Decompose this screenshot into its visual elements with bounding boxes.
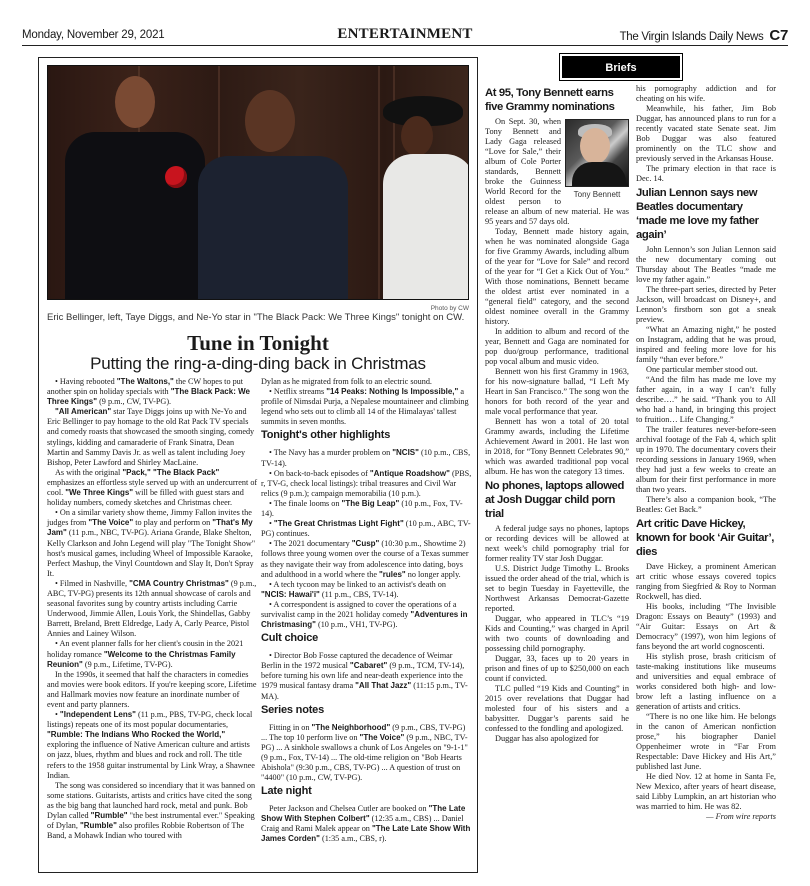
paragraph: • Netflix streams "14 Peaks: Nothing Is Impossible," a profile of Nimsdai Purja, a Nepalese mountaineer and climbing legend who sets out to climb all 14 of the Himalayas' tallest summits in seven months. bbox=[261, 387, 469, 427]
paragraph: • The 2021 documentary "Cusp" (10:30 p.m., Showtime 2) follows three young women over the course of a Texas summer as they navigate their way from adolescence into dating, boys and adulthood in a world where the "rules" no longer apply. bbox=[261, 539, 469, 579]
paragraph: U.S. District Judge Timothy L. Brooks issued the order ahead of the trial, which is set to begin Tuesday in Fayetteville, the Northwest Arkansas Democrat-Gazette reported. bbox=[485, 564, 629, 613]
duggar-story-continued bbox=[636, 84, 776, 184]
issue-date: Monday, November 29, 2021 bbox=[22, 29, 165, 41]
paper-name bbox=[620, 27, 788, 44]
page-number: C7 bbox=[769, 27, 788, 44]
person-ne-yo bbox=[363, 66, 469, 300]
head bbox=[245, 90, 295, 152]
paragraph: A federal judge says no phones, laptops or recording devices will be allowed at next week’s child pornography trial for former reality TV star Josh Duggar. bbox=[485, 524, 629, 563]
show-title: "We Three Kings" bbox=[65, 488, 134, 498]
paragraph: Dave Hickey, a prominent American art critic whose essays covered topics ranging from Siegfried & Roy to Norman Rockwell, has died. bbox=[636, 562, 776, 601]
paragraph: • "Independent Lens" (11 p.m., PBS, TV-PG, check local listings) repeats one of its most popular documentaries, "Rumble: The Indians Who Rocked the World," exploring the influence of Native American culture and artists on jazz, blues, rhythm and blues and rock and roll. The title refers to the 1958 guitar instrumental by Link Wray, a Shawnee Indian. bbox=[47, 710, 255, 780]
show-title: "The Big Leap" bbox=[341, 498, 400, 508]
paragraph: • Filmed in Nashville, "CMA Country Christmas" (9 p.m., ABC, TV-PG) presents its 12th annual showcase of carols and seasonal favorites sung by country artists including Carrie Underwood, Jimmie Allen, Louis York, the Shindellas, Gabby Barrett, Breland, Brett Eldredge, Lady A, Carly Pearce, Pistol Annies and Lainey Wilson. bbox=[47, 578, 257, 639]
show-title: "Cusp" bbox=[351, 539, 380, 549]
show-title: "Rumble" bbox=[79, 821, 117, 831]
person-taye-diggs bbox=[193, 66, 353, 300]
briefs-column-2 bbox=[636, 84, 776, 822]
white-jacket bbox=[383, 154, 469, 300]
tony-bennett-image bbox=[565, 119, 629, 187]
paragraph: TLC pulled “19 Kids and Counting” in 2015 over revelations that Duggar had molested four of his sisters and a babysitter. Duggar’s parents said he confessed to the fondling and apologized. bbox=[485, 684, 629, 733]
show-title: "The Waltons," bbox=[116, 377, 174, 386]
duggar-story-body bbox=[485, 524, 629, 744]
wire-signoff: — From wire reports bbox=[706, 812, 776, 821]
person-eric-bellinger bbox=[60, 66, 210, 300]
show-title: "The Voice" bbox=[88, 518, 134, 528]
face bbox=[580, 128, 610, 164]
show-title: "The Late Late Show With James Corden" bbox=[261, 824, 471, 844]
paragraph: In addition to album and record of the year, Bennett and Gaga are nominated for pop duo/group performance, traditional pop vocal album and music video. bbox=[485, 327, 629, 366]
paragraph: His stylish prose, brash criticism of taste-making institutions like museums and universities and equal embrace of works considered both high- and low-brow left a lasting influence on a generation of artists and critics. bbox=[636, 652, 776, 711]
show-title: "The Neighborhood" bbox=[311, 722, 391, 732]
bennett-photo-caption: Tony Bennett bbox=[573, 190, 621, 199]
paragraph: Duggar has also apologized for bbox=[495, 734, 599, 743]
jacket bbox=[198, 156, 348, 300]
show-title: "The Late Show With Stephen Colbert" bbox=[261, 804, 466, 824]
tune-in-tonight-feature bbox=[38, 57, 478, 873]
paragraph: “What an Amazing night,” he posted on Instagram, adding that he was proud, inspired and feeling more love for his family “than ever before.” bbox=[636, 325, 776, 364]
paragraph: Duggar, who appeared in TLC’s “19 Kids and Counting,” was charged in April with two counts of downloading and possessing child pornography. bbox=[485, 614, 629, 653]
show-title: "That's My Jam" bbox=[47, 518, 253, 538]
paragraph: • The Navy has a murder problem on "NCIS" (10 p.m., CBS, TV-14). bbox=[261, 448, 471, 468]
paragraph: “There is no one like him. He belongs in the canon of American nonfiction prose,” his biographer Daniel Oppenheimer wrote in “Far From Respectable: Dave Hickey and His Art,” published last June. bbox=[636, 712, 776, 771]
head bbox=[115, 76, 155, 128]
feature-photo bbox=[47, 65, 469, 300]
paragraph: He died Nov. 12 at home in Santa Fe, New Mexico, after years of heart disease, said Libby Lumpkin, an art historian who was married to him. He was 82. bbox=[636, 772, 776, 811]
show-title: "All That Jazz" bbox=[355, 681, 412, 691]
paper-name-text: The Virgin Islands Daily News bbox=[619, 31, 764, 43]
paragraph: In the 1990s, it seemed that half the characters in comedies and movies were book editors. If you're keeping score, Lifetime and Hallmark movies now feature an inordinate number of event and party planners. bbox=[47, 669, 257, 709]
show-title: "NCIS" bbox=[392, 448, 419, 458]
show-title: "The Voice" bbox=[359, 732, 405, 742]
paragraph: • An event planner falls for her client's cousin in the 2021 holiday romance "Welcome to the Christmas Family Reunion" (9 p.m., Lifetime, TV-PG). bbox=[47, 639, 244, 669]
paragraph: • A tech tycoon may be linked to an activist's death on "NCIS: Hawai'i" (11 p.m., CBS, TV-14). bbox=[261, 579, 446, 599]
photo-caption: Eric Bellinger, left, Taye Diggs, and Ne-Yo star in "The Black Pack: We Three Kings" tonight on CW. bbox=[47, 312, 465, 323]
paragraph: his pornography addiction and for cheating on his wife. bbox=[636, 84, 776, 103]
paragraph: John Lennon’s son Julian Lennon said the new documentary coming out Thursday about The Beatles “made me love my father again.” bbox=[636, 245, 776, 284]
show-title: "The Black Pack: We Three Kings" bbox=[47, 387, 250, 407]
paragraph: Bennett won his first Grammy in 1963, for his now-signature ballad, “I Left My Heart in San Francisco.” The song won the honors for both record of the year and male vocal performance that year. bbox=[485, 367, 629, 416]
paragraph: • The finale looms on "The Big Leap" (10 p.m., Fox, TV-14). bbox=[261, 498, 463, 519]
paragraph: Fitting in on "The Neighborhood" (9 p.m., CBS, TV-PG) ... The top 10 perform live on "The Voice" (9 p.m., NBC, TV-PG) ... A sinkhole swallows a chunk of Los Angeles on "9-1-1" (9 p.m., Fox, TV-14) ... The old-time religion on "Bob Hearts Abishola" (9:30 p.m., CBS, TV-PG) ... A question of trust on "4400" (10 p.m., CW, TV-PG). bbox=[261, 722, 468, 783]
paragraph: • On back-to-back episodes of "Antique Roadshow" (PBS, r, TV-G, check local listings): tribal treasures and Civil War relics (9 p.m.); campaign memorabilia (10 p.m.). bbox=[261, 468, 472, 498]
briefs-column-1 bbox=[485, 84, 629, 744]
page-masthead bbox=[22, 26, 788, 46]
show-title: "CMA Country Christmas" bbox=[129, 578, 229, 588]
show-title: "Antique Roadshow" bbox=[369, 468, 450, 478]
bennett-headline: At 95, Tony Bennett earns five Grammy nominations bbox=[485, 87, 615, 113]
paragraph: His books, including “The Invisible Dragon: Essays on Beauty” (1993) and “Air Guitar: Essays on Art & Democracy” (1997), won him legions of fans beyond the art world cognoscenti. bbox=[636, 602, 776, 651]
paragraph: “And the film has made me love my father again, in a way I can’t fully describe….” he said. “Thank you to All who had a hand, in bringing this project to fruition… Life Changing.” bbox=[636, 375, 776, 424]
jacket bbox=[65, 132, 205, 300]
show-title: "NCIS: Hawai'i" bbox=[261, 589, 320, 599]
show-title: "14 Peaks: Nothing Is Impossible," bbox=[326, 387, 459, 397]
section-title: ENTERTAINMENT bbox=[337, 26, 473, 42]
head bbox=[401, 116, 433, 156]
feature-column-1 bbox=[47, 377, 258, 841]
suit bbox=[572, 162, 626, 187]
paragraph: • Having rebooted "The Waltons," the CW hopes to put another spin on holiday specials with "The Black Pack: We Three Kings" (9 p.m., CW, TV-PG). bbox=[47, 377, 250, 407]
feature-title: Tune in Tonight bbox=[187, 331, 329, 355]
paragraph: There’s also a companion book, “The Beatles: Get Back.” bbox=[636, 495, 776, 514]
lennon-headline: Julian Lennon says new Beatles documentary ‘made me love my father again’ bbox=[636, 187, 759, 241]
paragraph: The trailer features never-before-seen archival footage of the Fab 4, which split up in 1970. The documentary covers their recording sessions in January 1969, when they had just a few weeks to create an album for their first performance in more than two years. bbox=[636, 425, 776, 494]
briefs-section-label: Briefs bbox=[562, 56, 680, 78]
hickey-story-body bbox=[636, 562, 776, 812]
paragraph: On Sept. 30, when Tony Bennett and Lady Gaga released “Love for Sale,” their album of Cole Porter standards, Bennett broke the Guinness World Record for the oldest person to release an album of new material. He was 95 years and 57 days old. bbox=[485, 117, 629, 226]
paragraph: "All American" star Taye Diggs joins up with Ne-Yo and Eric Bellinger to pay homage to the old Rat Pack TV specials and comedy roasts that showcased the smooth singing, comedy stylings, kidding and camaraderie of Frank Sinatra, Dean Martin and Sammy Davis Jr. as well as talent including Joey Bishop, Peter Lawford and Shirley MacLaine. bbox=[47, 407, 255, 467]
paragraph: Peter Jackson and Chelsea Cutler are booked on "The Late Show With Stephen Colbert" (12:35 a.m., CBS) ... Daniel Craig and Rami Malek appear on "The Late Late Show With James Corden" (1:35 a.m., CBS, r). bbox=[261, 804, 471, 844]
show-title: "The Great Christmas Light Fight" bbox=[273, 519, 404, 529]
feature-column-2 bbox=[261, 377, 472, 845]
paragraph: The primary election in that race is Dec. 14. bbox=[636, 164, 776, 183]
paragraph: As with the original "Pack," "The Black Pack" emphasizes an effortless style served up with an undercurrent of cool. "We Three Kings" will be filled with guest stars and holiday numbers, comedy sketches and Christmas cheer. bbox=[47, 467, 258, 508]
show-title: "Adventures in Christmasing" bbox=[261, 609, 468, 630]
paragraph: Today, Bennett made history again, when he was nominated alongside Gaga for five Grammy Awards, including album of the year for “Love for Sale” and record of the year for “I Get a Kick Out of You.” With those nominations, Bennett became the oldest artist ever nominated in a “general field” category, and the second oldest nominee overall in the Grammy history. bbox=[485, 227, 629, 326]
late-night-heading: Late night bbox=[261, 785, 312, 798]
paragraph: One particular member stood out. bbox=[646, 365, 758, 374]
feature-subtitle: Putting the ring-a-ding-ding back in Christmas bbox=[90, 354, 426, 373]
show-title: "rules" bbox=[379, 569, 406, 579]
paragraph: Bennett has won a total of 20 total Grammy awards, including the Lifetime Achievement Award in 2001. He last won in 2018, for “Tony Bennett Celebrates 90,” which was awarded traditional pop vocal album. He has won the category 13 times. bbox=[485, 417, 629, 476]
paragraph: • On a similar variety show theme, Jimmy Fallon invites the judges from "The Voice" to play and perform on "That's My Jam" (11 p.m., NBC, TV-PG). Ariana Grande, Blake Shelton, Kelly Clarkson and John Legend will play "The Tonight Show" host's musical games, including Wheel of Impossible Karaoke, Perfect Mashup, the Vinyl Countdown and Slay It, Don't Spray It. bbox=[47, 508, 256, 578]
bennett-photo bbox=[565, 119, 629, 200]
duggar-headline: No phones, laptops allowed at Josh Duggar child porn trial bbox=[485, 480, 624, 520]
show-title: "Cabaret" bbox=[349, 661, 388, 671]
paragraph: Meanwhile, his father, Jim Bob Duggar, has announced plans to run for a recently vacated state Senate seat. Jim Bob Duggar was also featured prominently on the TLC show and previously served in the Arkansas House. bbox=[636, 104, 776, 163]
show-title: "Independent Lens" bbox=[59, 710, 136, 720]
paragraph: The three-part series, directed by Peter Jackson, will broadcast on Disney+, and Lennon’s firstborn son got a sneak preview. bbox=[636, 285, 776, 324]
show-title: "Pack," "The Black Pack" bbox=[122, 467, 220, 477]
show-title: "All American" bbox=[55, 407, 112, 417]
paragraph: Dylan as he migrated from folk to an electric sound. bbox=[261, 377, 432, 386]
photo-credit: Photo by CW bbox=[430, 305, 469, 312]
show-title: "Rumble" bbox=[90, 811, 128, 821]
hickey-headline: Art critic Dave Hickey, known for book ‘Air Guitar’, dies bbox=[636, 518, 774, 558]
paragraph: Duggar, 33, faces up to 20 years in prison and fines of up to $250,000 on each count if convicted. bbox=[485, 654, 629, 683]
cult-choice-heading: Cult choice bbox=[261, 632, 319, 645]
paragraph: The song was considered so incendiary that it was banned on some stations. Guitarists, artists and critics have cited the song as the big bang that launched hard rock, metal and punk. Bob Dylan called "Rumble" "the best instrumental ever." Speaking of Dylan, "Rumble" also profiles Robbie Robertson of The Band, a Mohawk Indian who toured with bbox=[47, 780, 256, 841]
highlights-heading: Tonight's other highlights bbox=[261, 429, 391, 442]
lennon-story-body bbox=[636, 245, 776, 515]
paragraph: • A correspondent is assigned to cover the operations of a survivalist camp in the 2021 holiday comedy "Adventures in Christmasing" (10 p.m., VH1, TV-PG). bbox=[261, 599, 468, 630]
paragraph: • "The Great Christmas Light Fight" (10 p.m., ABC, TV-PG) continues. bbox=[261, 519, 471, 539]
series-notes-heading: Series notes bbox=[261, 703, 325, 716]
show-title: "Rumble: The Indians Who Rocked the World," bbox=[47, 730, 226, 740]
paragraph: • Director Bob Fosse captured the decadence of Weimar Berlin in the 1972 musical "Cabaret" (9 p.m., TCM, TV-14), before turning his own life and near-death experience into the 1979 musical fantasy drama "All That Jazz" (11:15 p.m., TV-MA). bbox=[261, 651, 468, 701]
show-title: "Welcome to the Christmas Family Reunion" bbox=[47, 649, 236, 669]
red-rose bbox=[165, 166, 187, 188]
